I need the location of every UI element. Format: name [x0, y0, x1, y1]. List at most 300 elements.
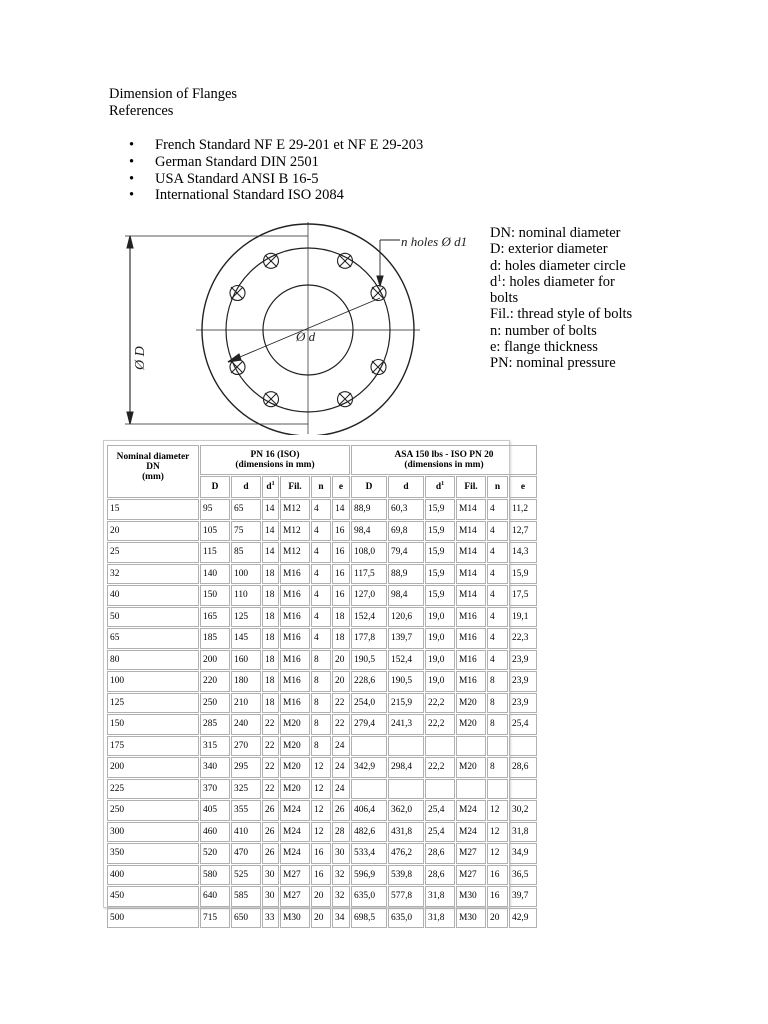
table-cell: 26	[262, 843, 279, 864]
table-cell: 16	[311, 843, 331, 864]
table-cell	[509, 736, 537, 757]
table-cell: 26	[262, 822, 279, 843]
table-cell: 405	[200, 800, 230, 821]
table-cell: 482,6	[351, 822, 387, 843]
cell-dn: 300	[107, 822, 199, 843]
cell-dn: 15	[107, 499, 199, 520]
cell-dn: 65	[107, 628, 199, 649]
legend-fil: Fil.: thread style of bolts	[490, 306, 633, 323]
legend	[490, 225, 660, 372]
table-cell: 24	[332, 757, 350, 778]
table-row	[107, 736, 537, 757]
flange-table-frame	[103, 440, 529, 923]
table-cell: 85	[231, 542, 261, 563]
table-cell: 12	[311, 822, 331, 843]
table-cell: 4	[487, 521, 508, 542]
table-cell: 24	[332, 779, 350, 800]
table-cell	[487, 736, 508, 757]
table-cell: 410	[231, 822, 261, 843]
table-cell: M27	[280, 865, 310, 886]
references-heading: References	[109, 103, 174, 119]
table-cell: 241,3	[388, 714, 424, 735]
table-cell: 23,9	[509, 650, 537, 671]
table-row	[107, 779, 537, 800]
table-cell: 16	[332, 521, 350, 542]
col-asa-e: e	[509, 476, 537, 498]
table-cell: 139,7	[388, 628, 424, 649]
table-cell: 20	[311, 886, 331, 907]
table-cell: 12	[311, 757, 331, 778]
table-cell: 4	[311, 564, 331, 585]
table-cell: M20	[280, 757, 310, 778]
table-cell: 140	[200, 564, 230, 585]
table-cell: 8	[311, 714, 331, 735]
table-cell: 100	[231, 564, 261, 585]
table-cell: 32	[332, 865, 350, 886]
table-cell: M20	[456, 693, 486, 714]
table-cell: 362,0	[388, 800, 424, 821]
table-cell: 22	[332, 714, 350, 735]
cell-dn: 225	[107, 779, 199, 800]
table-cell: 698,5	[351, 908, 387, 929]
holes-label: n holes Ø d1	[401, 234, 468, 249]
table-cell: M27	[280, 886, 310, 907]
table-cell: 185	[200, 628, 230, 649]
table-cell: 431,8	[388, 822, 424, 843]
table-cell: M24	[280, 800, 310, 821]
table-row	[107, 564, 537, 585]
table-cell: M16	[280, 564, 310, 585]
table-row	[107, 908, 537, 929]
table-cell: 4	[487, 499, 508, 520]
table-cell: 15,9	[509, 564, 537, 585]
table-cell: 14	[332, 499, 350, 520]
table-cell: M20	[456, 714, 486, 735]
table-cell: 20	[487, 908, 508, 929]
col-fil: Fil.	[280, 476, 310, 498]
table-cell: 8	[311, 650, 331, 671]
table-cell: 16	[487, 886, 508, 907]
table-cell: 12	[487, 843, 508, 864]
bullet-icon: •	[129, 137, 135, 153]
table-cell: 4	[487, 650, 508, 671]
table-cell: 60,3	[388, 499, 424, 520]
table-cell: 596,9	[351, 865, 387, 886]
table-cell: 8	[487, 671, 508, 692]
table-cell: 270	[231, 736, 261, 757]
table-cell: 31,8	[509, 822, 537, 843]
table-cell	[351, 779, 387, 800]
table-row	[107, 521, 537, 542]
table-cell: 33	[262, 908, 279, 929]
references-list	[109, 137, 423, 204]
table-cell: M16	[280, 650, 310, 671]
table-cell: 15,9	[425, 564, 455, 585]
table-cell: 19,0	[425, 607, 455, 628]
table-cell: 12	[487, 822, 508, 843]
table-cell: 315	[200, 736, 230, 757]
table-row	[107, 822, 537, 843]
col-D: D	[200, 476, 230, 498]
table-cell: 15,9	[425, 585, 455, 606]
table-cell: 69,8	[388, 521, 424, 542]
table-cell: 23,9	[509, 693, 537, 714]
table-cell: 4	[311, 607, 331, 628]
bullet-icon: •	[129, 187, 135, 204]
cell-dn: 150	[107, 714, 199, 735]
table-cell: M12	[280, 521, 310, 542]
bullet-icon: •	[129, 170, 135, 187]
table-cell: M12	[280, 499, 310, 520]
table-cell: 20	[332, 650, 350, 671]
table-cell: 8	[487, 757, 508, 778]
table-cell: 30	[332, 843, 350, 864]
table-cell: 635,0	[388, 908, 424, 929]
table-cell: 88,9	[388, 564, 424, 585]
table-cell: 520	[200, 843, 230, 864]
table-cell: 12	[487, 800, 508, 821]
table-cell: 4	[311, 585, 331, 606]
table-cell: 25,4	[425, 822, 455, 843]
table-cell: 30	[262, 886, 279, 907]
table-cell: 12	[311, 779, 331, 800]
table-cell: 16	[311, 865, 331, 886]
table-cell: 22,2	[425, 693, 455, 714]
bullet-icon: •	[129, 153, 135, 170]
cell-dn: 40	[107, 585, 199, 606]
legend-e: e: flange thickness	[490, 339, 598, 356]
table-cell: 14	[262, 521, 279, 542]
cell-dn: 20	[107, 521, 199, 542]
table-cell: 75	[231, 521, 261, 542]
table-cell: 525	[231, 865, 261, 886]
legend-pn: PN: nominal pressure	[490, 355, 616, 372]
table-cell: M16	[280, 628, 310, 649]
table-cell: 95	[200, 499, 230, 520]
table-row	[107, 585, 537, 606]
table-cell: 15,9	[425, 521, 455, 542]
table-cell: 18	[332, 607, 350, 628]
cell-dn: 350	[107, 843, 199, 864]
arrow-up-icon	[127, 236, 133, 248]
table-cell: 127,0	[351, 585, 387, 606]
table-cell: 577,8	[388, 886, 424, 907]
table-cell: 19,0	[425, 650, 455, 671]
table-cell: 19,0	[425, 671, 455, 692]
table-row	[107, 714, 537, 735]
table-cell: 240	[231, 714, 261, 735]
outer-diameter-label: Ø D	[133, 346, 148, 370]
table-cell: 18	[262, 585, 279, 606]
table-cell	[456, 779, 486, 800]
table-cell: M16	[280, 607, 310, 628]
list-item: • French Standard NF E 29-201 et NF E 29-203	[129, 137, 424, 153]
table-cell: 200	[200, 650, 230, 671]
table-cell: 210	[231, 693, 261, 714]
table-cell: 15,9	[425, 499, 455, 520]
cell-dn: 100	[107, 671, 199, 692]
table-cell: M30	[280, 908, 310, 929]
table-cell: 28,6	[425, 843, 455, 864]
table-cell: 16	[332, 585, 350, 606]
table-cell: 580	[200, 865, 230, 886]
table-cell: 4	[311, 521, 331, 542]
table-cell: M16	[456, 671, 486, 692]
header-asa: ASA 150 lbs - ISO PN 20 (dimensions in mm)	[351, 445, 537, 475]
table-cell: 20	[311, 908, 331, 929]
legend-d1: $d^1$: holes diameter for	[490, 272, 615, 290]
table-cell: M24	[280, 843, 310, 864]
table-cell: 180	[231, 671, 261, 692]
table-row	[107, 542, 537, 563]
table-cell: 18	[262, 607, 279, 628]
arrow-down-icon	[127, 412, 133, 424]
table-cell: 25,4	[425, 800, 455, 821]
table-cell: 28,6	[509, 757, 537, 778]
table-cell: 635,0	[351, 886, 387, 907]
table-cell: 14	[262, 542, 279, 563]
table-cell: 18	[262, 628, 279, 649]
table-cell: M16	[280, 585, 310, 606]
table-cell: 36,5	[509, 865, 537, 886]
table-cell: 18	[262, 650, 279, 671]
table-cell: 31,8	[425, 908, 455, 929]
table-cell: 8	[311, 671, 331, 692]
table-body	[107, 499, 537, 928]
cell-dn: 25	[107, 542, 199, 563]
table-row	[107, 886, 537, 907]
table-cell: 14,3	[509, 542, 537, 563]
table-cell: 12	[311, 800, 331, 821]
table-cell: 22	[332, 693, 350, 714]
table-cell: 4	[487, 607, 508, 628]
list-item: • USA Standard ANSI B 16-5	[129, 170, 319, 187]
table-cell: 476,2	[388, 843, 424, 864]
table-cell	[351, 736, 387, 757]
table-cell: 160	[231, 650, 261, 671]
table-cell: 18	[262, 564, 279, 585]
table-row	[107, 865, 537, 886]
legend-d: d: holes diameter circle	[490, 257, 626, 274]
table-cell: 42,9	[509, 908, 537, 929]
table-cell: 533,4	[351, 843, 387, 864]
table-cell: 34,9	[509, 843, 537, 864]
table-cell	[388, 779, 424, 800]
table-cell: 34	[332, 908, 350, 929]
table-cell: 220	[200, 671, 230, 692]
table-cell: 22	[262, 714, 279, 735]
legend-d1-cont: bolts	[490, 290, 519, 307]
table-cell: 108,0	[351, 542, 387, 563]
table-cell: M24	[280, 822, 310, 843]
table-cell: 4	[311, 542, 331, 563]
table-cell: M14	[456, 564, 486, 585]
table-cell: 25,4	[509, 714, 537, 735]
table-cell: M16	[456, 650, 486, 671]
table-cell: 295	[231, 757, 261, 778]
table-cell: 22,2	[425, 714, 455, 735]
col-d: d	[231, 476, 261, 498]
table-cell: 298,4	[388, 757, 424, 778]
table-cell: M30	[456, 908, 486, 929]
table-cell: 340	[200, 757, 230, 778]
table-cell: 4	[311, 499, 331, 520]
table-row	[107, 628, 537, 649]
page-title: Dimension of Flanges	[109, 86, 238, 102]
col-asa-d: d	[388, 476, 424, 498]
table-row	[107, 671, 537, 692]
col-e: e	[332, 476, 350, 498]
table-cell: 110	[231, 585, 261, 606]
table-cell: M27	[456, 843, 486, 864]
table-cell: 14	[262, 499, 279, 520]
legend-dn: DN: nominal diameter	[490, 225, 621, 241]
table-cell	[388, 736, 424, 757]
table-cell: 215,9	[388, 693, 424, 714]
table-cell	[425, 779, 455, 800]
table-cell: 30,2	[509, 800, 537, 821]
table-cell: 12,7	[509, 521, 537, 542]
cell-dn: 80	[107, 650, 199, 671]
table-cell: 88,9	[351, 499, 387, 520]
table-row	[107, 693, 537, 714]
cell-dn: 200	[107, 757, 199, 778]
table-cell: M20	[280, 736, 310, 757]
table-cell: 22,3	[509, 628, 537, 649]
table-cell: 190,5	[388, 671, 424, 692]
cell-dn: 400	[107, 865, 199, 886]
table-cell: 165	[200, 607, 230, 628]
table-cell: 28	[332, 822, 350, 843]
table-cell: 152,4	[388, 650, 424, 671]
table-cell: 539,8	[388, 865, 424, 886]
col-asa-n: n	[487, 476, 508, 498]
table-cell: 8	[311, 693, 331, 714]
table-cell: 8	[311, 736, 331, 757]
table-cell: 715	[200, 908, 230, 929]
table-cell: M16	[456, 628, 486, 649]
table-cell: M20	[280, 714, 310, 735]
table-cell: 79,4	[388, 542, 424, 563]
table-cell: 30	[262, 865, 279, 886]
table-cell: 650	[231, 908, 261, 929]
table-cell: 8	[487, 693, 508, 714]
bolt-circle-diameter-label: Ø d	[296, 329, 316, 344]
table-cell: 8	[487, 714, 508, 735]
table-cell: 17,5	[509, 585, 537, 606]
table-cell: M14	[456, 585, 486, 606]
col-asa-D: D	[351, 476, 387, 498]
table-cell: 19,0	[425, 628, 455, 649]
table-cell: M14	[456, 499, 486, 520]
table-cell: 115	[200, 542, 230, 563]
table-cell: 355	[231, 800, 261, 821]
table-cell	[487, 779, 508, 800]
flange-table	[106, 444, 538, 929]
cell-dn: 500	[107, 908, 199, 929]
table-row	[107, 800, 537, 821]
table-cell: 19,1	[509, 607, 537, 628]
cell-dn: 125	[107, 693, 199, 714]
table-cell: 22	[262, 736, 279, 757]
table-cell: 460	[200, 822, 230, 843]
cell-dn: 50	[107, 607, 199, 628]
table-cell: 23,9	[509, 671, 537, 692]
cell-dn: 32	[107, 564, 199, 585]
table-cell: 4	[487, 564, 508, 585]
table-row	[107, 499, 537, 520]
table-cell: 15,9	[425, 542, 455, 563]
table-cell: 24	[332, 736, 350, 757]
table-cell: 470	[231, 843, 261, 864]
table-cell: 20	[332, 671, 350, 692]
table-cell	[425, 736, 455, 757]
col-asa-fil: Fil.	[456, 476, 486, 498]
table-cell: M20	[280, 779, 310, 800]
table-cell: 190,5	[351, 650, 387, 671]
table-cell: 18	[262, 671, 279, 692]
table-cell: M14	[456, 542, 486, 563]
table-cell: 28,6	[425, 865, 455, 886]
table-cell: 4	[311, 628, 331, 649]
table-cell: 279,4	[351, 714, 387, 735]
table-cell: M24	[456, 800, 486, 821]
table-cell: 228,6	[351, 671, 387, 692]
table-row	[107, 607, 537, 628]
table-cell: 22,2	[425, 757, 455, 778]
table-cell: 65	[231, 499, 261, 520]
table-cell: 125	[231, 607, 261, 628]
table-cell: M20	[456, 757, 486, 778]
table-cell: 18	[262, 693, 279, 714]
table-cell: 105	[200, 521, 230, 542]
table-cell: 11,2	[509, 499, 537, 520]
cell-dn: 175	[107, 736, 199, 757]
legend-n: n: number of bolts	[490, 322, 597, 339]
table-cell: 117,5	[351, 564, 387, 585]
table-cell: M16	[280, 693, 310, 714]
header-pn16: PN 16 (ISO) (dimensions in mm)	[200, 445, 350, 475]
table-cell: M24	[456, 822, 486, 843]
table-cell: 585	[231, 886, 261, 907]
table-cell: M14	[456, 521, 486, 542]
table-cell: 32	[332, 886, 350, 907]
table-cell: 98,4	[351, 521, 387, 542]
table-row	[107, 757, 537, 778]
table-cell: 22	[262, 779, 279, 800]
table-cell: 16	[332, 564, 350, 585]
table-cell: M16	[456, 607, 486, 628]
cell-dn: 250	[107, 800, 199, 821]
col-asa-d1: $d^1$	[425, 476, 455, 498]
table-cell: 177,8	[351, 628, 387, 649]
table-cell: M12	[280, 542, 310, 563]
table-cell: 4	[487, 542, 508, 563]
table-cell: 285	[200, 714, 230, 735]
table-cell: 120,6	[388, 607, 424, 628]
table-row	[107, 843, 537, 864]
table-cell: 22	[262, 757, 279, 778]
cell-dn: 450	[107, 886, 199, 907]
table-cell	[456, 736, 486, 757]
table-cell: 325	[231, 779, 261, 800]
table-cell: 26	[332, 800, 350, 821]
table-cell: 39,7	[509, 886, 537, 907]
table-cell: 4	[487, 585, 508, 606]
table-cell: 250	[200, 693, 230, 714]
table-cell: 31,8	[425, 886, 455, 907]
header-nominal: Nominal diameter DN (mm)	[107, 445, 199, 498]
